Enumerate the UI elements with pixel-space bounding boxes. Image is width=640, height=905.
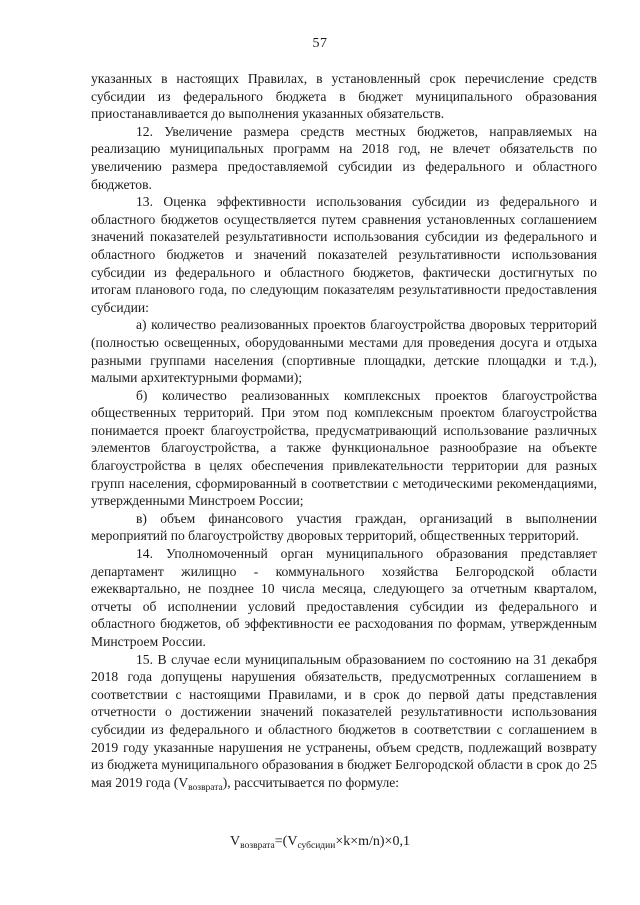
formula-sub-return: возврата xyxy=(240,841,275,851)
paragraph-12: 12. Увеличение размера средств местных бюджетов, направляемых на реализацию муниципальных программ на 2018 год, не влечет обязательств по увеличению размера предоставляемой субсидии из федерального и областного бюджетов. xyxy=(91,123,597,192)
paragraph-continuation: указанных в настоящих Правилах, в установленный срок перечисление средств субсидии из федерального бюджета в бюджет муниципального образования приостанавливается до выполнения указанных обязательств. xyxy=(91,71,597,122)
paragraph-15-text: 15. В случае если муниципальным образованием по состоянию на 31 декабря 2018 года допущены нарушения обязательств, предусмотренных соглашением в соответствии с настоящими Правилами, и в срок до первой даты представления отчетности о достижении значений показателей результативности использования субсидии из федерального и областного бюджетов в соответствии с соглашением в 2019 году указанные нарушения не устранены, объем средств, подлежащий возврату из бюджета муниципального образования в бюджет Белгородской области в срок до 25 мая 2019 года ( xyxy=(91,651,597,790)
v-subscript: возврата xyxy=(188,782,223,793)
paragraph-14: 14. Уполномоченный орган муниципального образования представляет департамент жилищно - коммунального хозяйства Белгородской области ежеквартально, не позднее 10 числа месяца, следующего за отчетным кварталом, отчеты об исполнении условий предоставления субсидии из федерального и областного бюджетов, об эффективности ее расходования по формам, утвержденным Минстроем России. xyxy=(91,546,597,649)
formula-equals: =(V xyxy=(274,834,298,849)
paragraph-13-b: б) количество реализованных комплексных проектов благоустройства общественных территорий. При этом под комплексным проектом благоустройства понимается проект благоустройства, предусматривающий использование различных элементов благоустройства, а также функциональное разнообразие на объекте благоустройства в целях обеспечения привлекательности территории для разных групп населения, сформированный в соответствии с методическими рекомендациями, утвержденными Минстроем России; xyxy=(91,387,597,509)
paragraph-13-c: в) объем финансового участия граждан, организаций в выполнении мероприятий по благоустройству дворовых территорий, общественных территорий. xyxy=(91,510,597,544)
document-body xyxy=(91,70,597,797)
paragraph-15 xyxy=(91,651,597,798)
paragraph-15-tail: ), рассчитывается по формуле: xyxy=(222,774,400,790)
formula-v: V xyxy=(230,834,241,849)
return-formula xyxy=(0,834,640,851)
page-number: 57 xyxy=(312,36,328,51)
paragraph-13-a: а) количество реализованных проектов благоустройства дворовых территорий (полностью освещенных, оборудованными местами для проведения досуга и отдыха разными группами населения (спортивные площадки, детские площадки и т.д.), малыми архитектурными формами); xyxy=(91,317,597,386)
v-symbol: V xyxy=(178,774,189,790)
paragraph-13: 13. Оценка эффективности использования субсидии из федерального и областного бюджетов осуществляется путем сравнения установленных соглашением значений показателей результативности использования субсидии из федерального и областного бюджетов и значений показателей результативности использования субсидии из федерального и областного бюджетов, фактически достигнутых по итогам планового года, по следующим показателям результативности предоставления субсидии: xyxy=(91,194,597,315)
formula-rest: ×k×m/n)×0,1 xyxy=(335,834,410,849)
formula-sub-subsidy: субсидии xyxy=(297,841,336,851)
